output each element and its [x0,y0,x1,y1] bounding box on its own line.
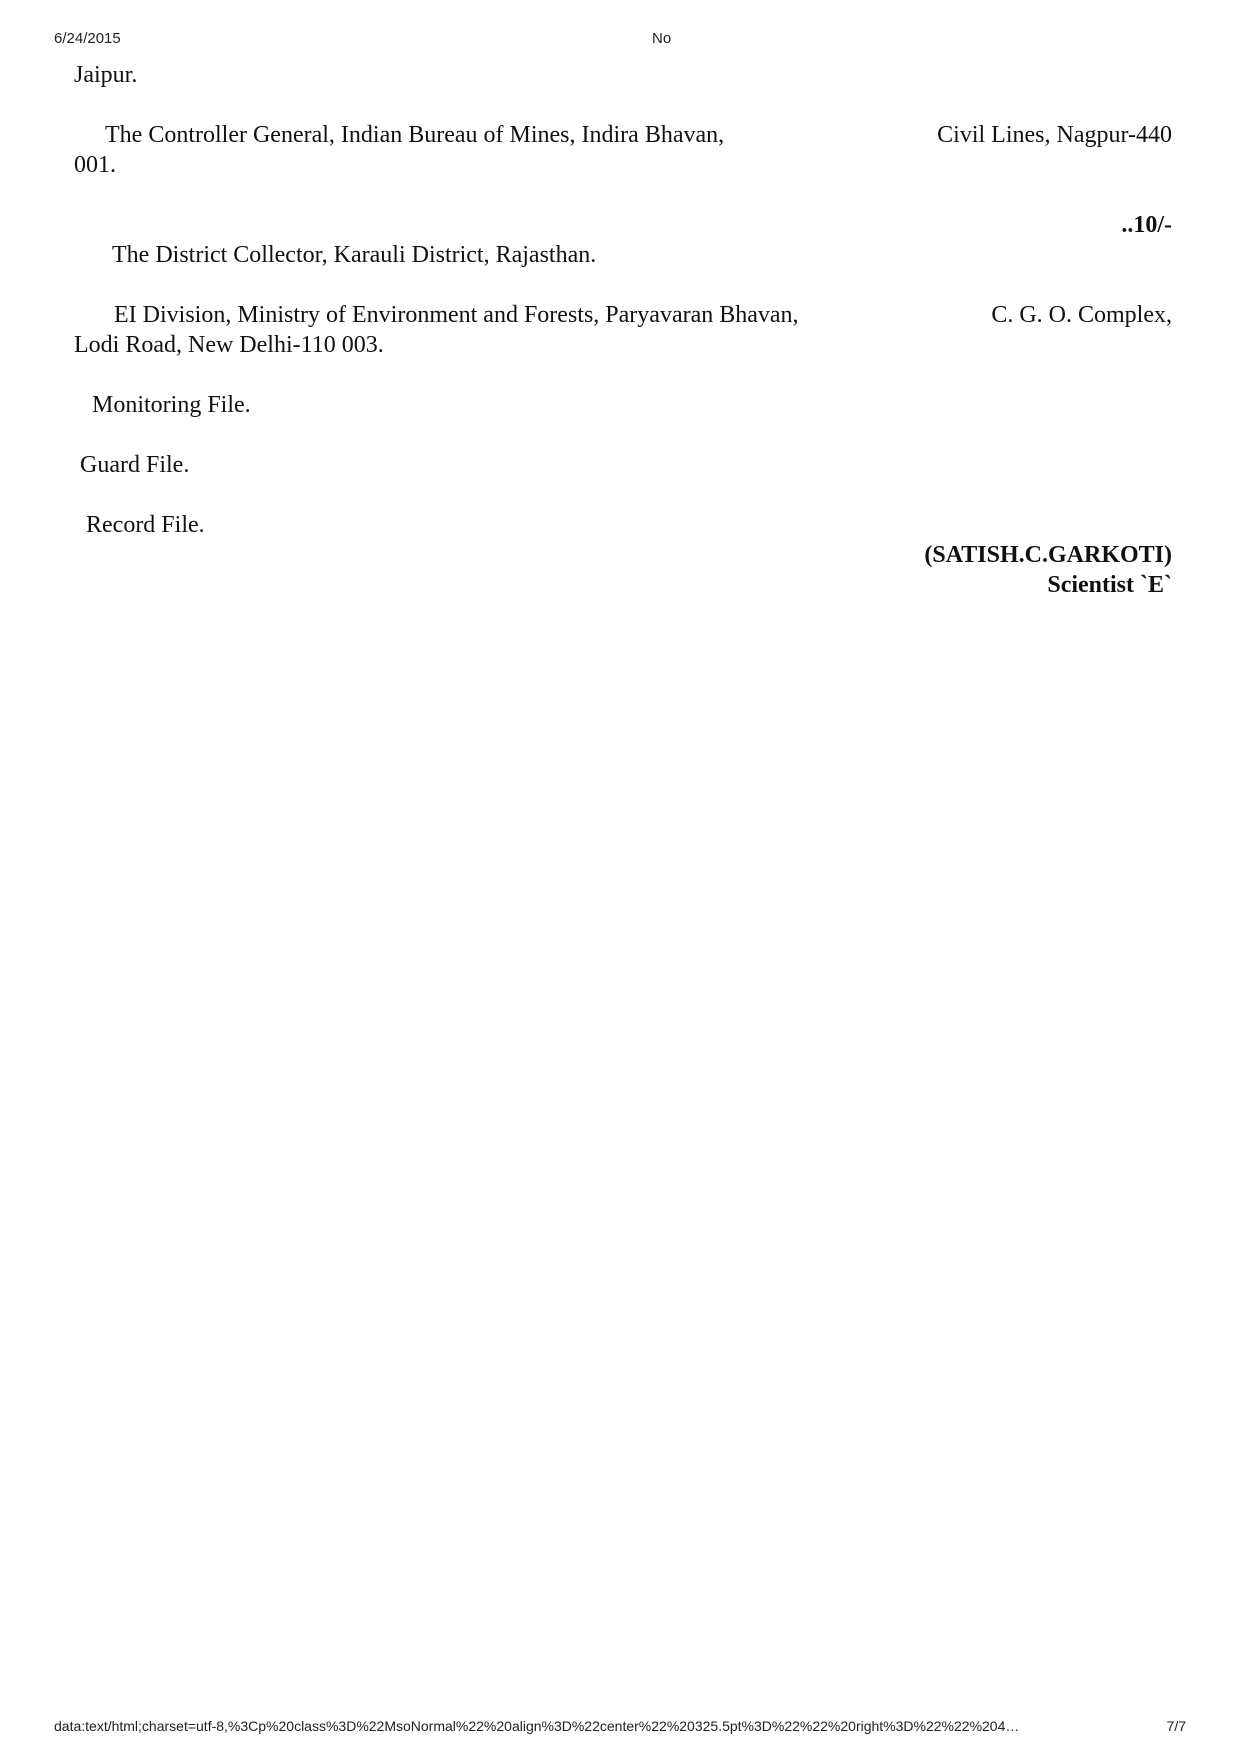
page-continuation: ..10/- [1121,212,1172,238]
print-title: No [652,30,672,47]
ei-division-line1: EI Division, Ministry of Environment and Forests, Paryavaran Bhavan, [114,302,799,328]
ei-division-line2: Lodi Road, New Delhi-110 003. [74,332,384,358]
record-file: Record File. [86,512,205,538]
monitoring-file: Monitoring File. [92,392,251,418]
ibm-address-line2: 001. [74,152,116,178]
guard-file: Guard File. [80,452,190,478]
collector-line: The District Collector, Karauli District, Rajasthan. [112,242,597,268]
ei-division-complex: C. G. O. Complex, [991,302,1172,328]
ibm-address-line1: The Controller General, Indian Bureau of Mines, Indira Bhavan, [105,122,725,148]
print-date: 6/24/2015 [54,30,121,47]
print-footer-url: data:text/html;charset=utf-8,%3Cp%20class%3D%22MsoNormal%22%20align%3D%22center%22%20325.5pt%3D%22%22%20right%3D%22%22%204… [54,1718,1020,1734]
signatory-designation: Scientist `E` [1047,572,1172,598]
ibm-address-city: Civil Lines, Nagpur-440 [937,122,1172,148]
print-page-number: 7/7 [1166,1718,1186,1734]
signatory-name: (SATISH.C.GARKOTI) [924,542,1172,568]
jaipur-line: Jaipur. [74,62,138,88]
